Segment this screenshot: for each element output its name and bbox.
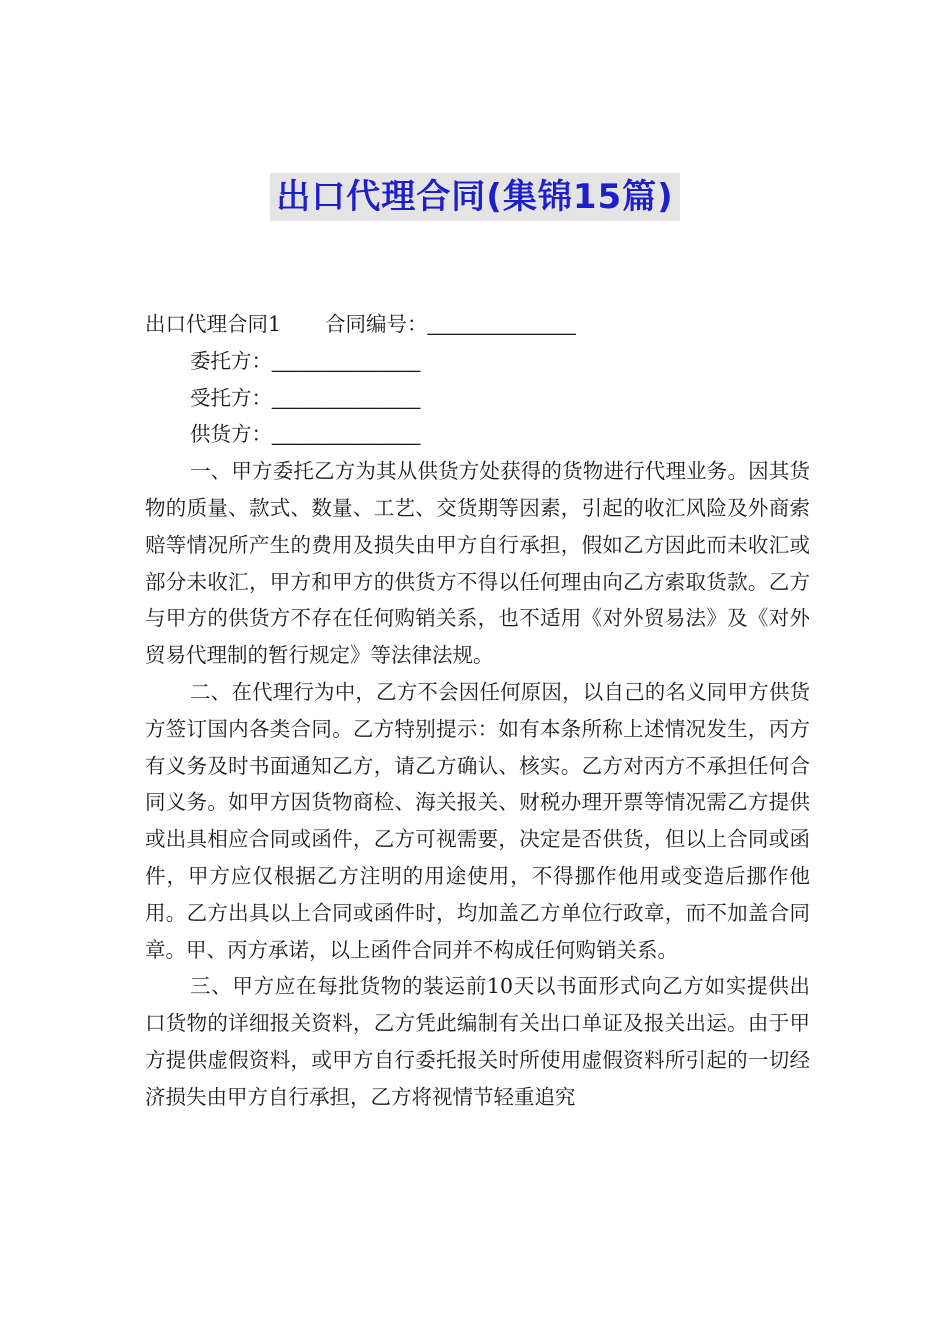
field-label: 供货方： xyxy=(190,422,272,447)
field-label: 受托方： xyxy=(190,385,272,410)
contract-no-label: 合同编号： xyxy=(325,312,428,336)
contract-no-blank: _____________ xyxy=(427,313,576,336)
field-blank: _____________ xyxy=(272,423,421,447)
title-container xyxy=(0,173,950,221)
field-blank: _____________ xyxy=(272,386,421,410)
field-entrusting-party xyxy=(145,343,810,380)
field-supplier xyxy=(145,416,810,453)
paragraph-clause-3: 三、甲方应在每批货物的装运前10天以书面形式向乙方如实提供出口货物的详细报关资料，乙方凭此编制有关出口单证及报关出运。由于甲方提供虚假资料，或甲方自行委托报关时所使用虚假资料所引起的一切经济损失由甲方自行承担，乙方将视情节轻重追究 xyxy=(145,974,810,1109)
field-blank: _____________ xyxy=(272,349,421,373)
contract-header-line xyxy=(145,306,810,343)
paragraph-clause-2: 二、在代理行为中，乙方不会因任何原因，以自己的名义同甲方供货方签订国内各类合同。乙方特别提示：如有本条所称上述情况发生，丙方有义务及时书面通知乙方，请乙方确认、核实。乙方对丙方不承担任何合同义务。如甲方因货物商检、海关报关、财税办理开票等情况需乙方提供或出具相应合同或函件，乙方可视需要，决定是否供货，但以上合同或函件，甲方应仅根据乙方注明的用途使用，不得挪作他用或变造后挪作他用。乙方出具以上合同或函件时，均加盖乙方单位行政章，而不加盖合同章。甲、丙方承诺，以上函件合同并不构成任何购销关系。 xyxy=(145,679,810,962)
document-title: 出口代理合同(集锦15篇) xyxy=(270,173,679,221)
contract-heading: 出口代理合同1 xyxy=(145,312,282,336)
paragraph-clause-1: 一、甲方委托乙方为其从供货方处获得的货物进行代理业务。因其货物的质量、款式、数量、工艺、交货期等因素，引起的收汇风险及外商索赔等情况所产生的费用及损失由甲方自行承担，假如乙方因此而未收汇或部分未收汇，甲方和甲方的供货方不得以任何理由向乙方索取货款。乙方与甲方的供货方不存在任何购销关系，也不适用《对外贸易法》及《对外贸易代理制的暂行规定》等法律法规。 xyxy=(145,459,810,668)
document-body xyxy=(145,306,810,1116)
field-entrusted-party xyxy=(145,380,810,417)
field-label: 委托方： xyxy=(190,348,272,373)
